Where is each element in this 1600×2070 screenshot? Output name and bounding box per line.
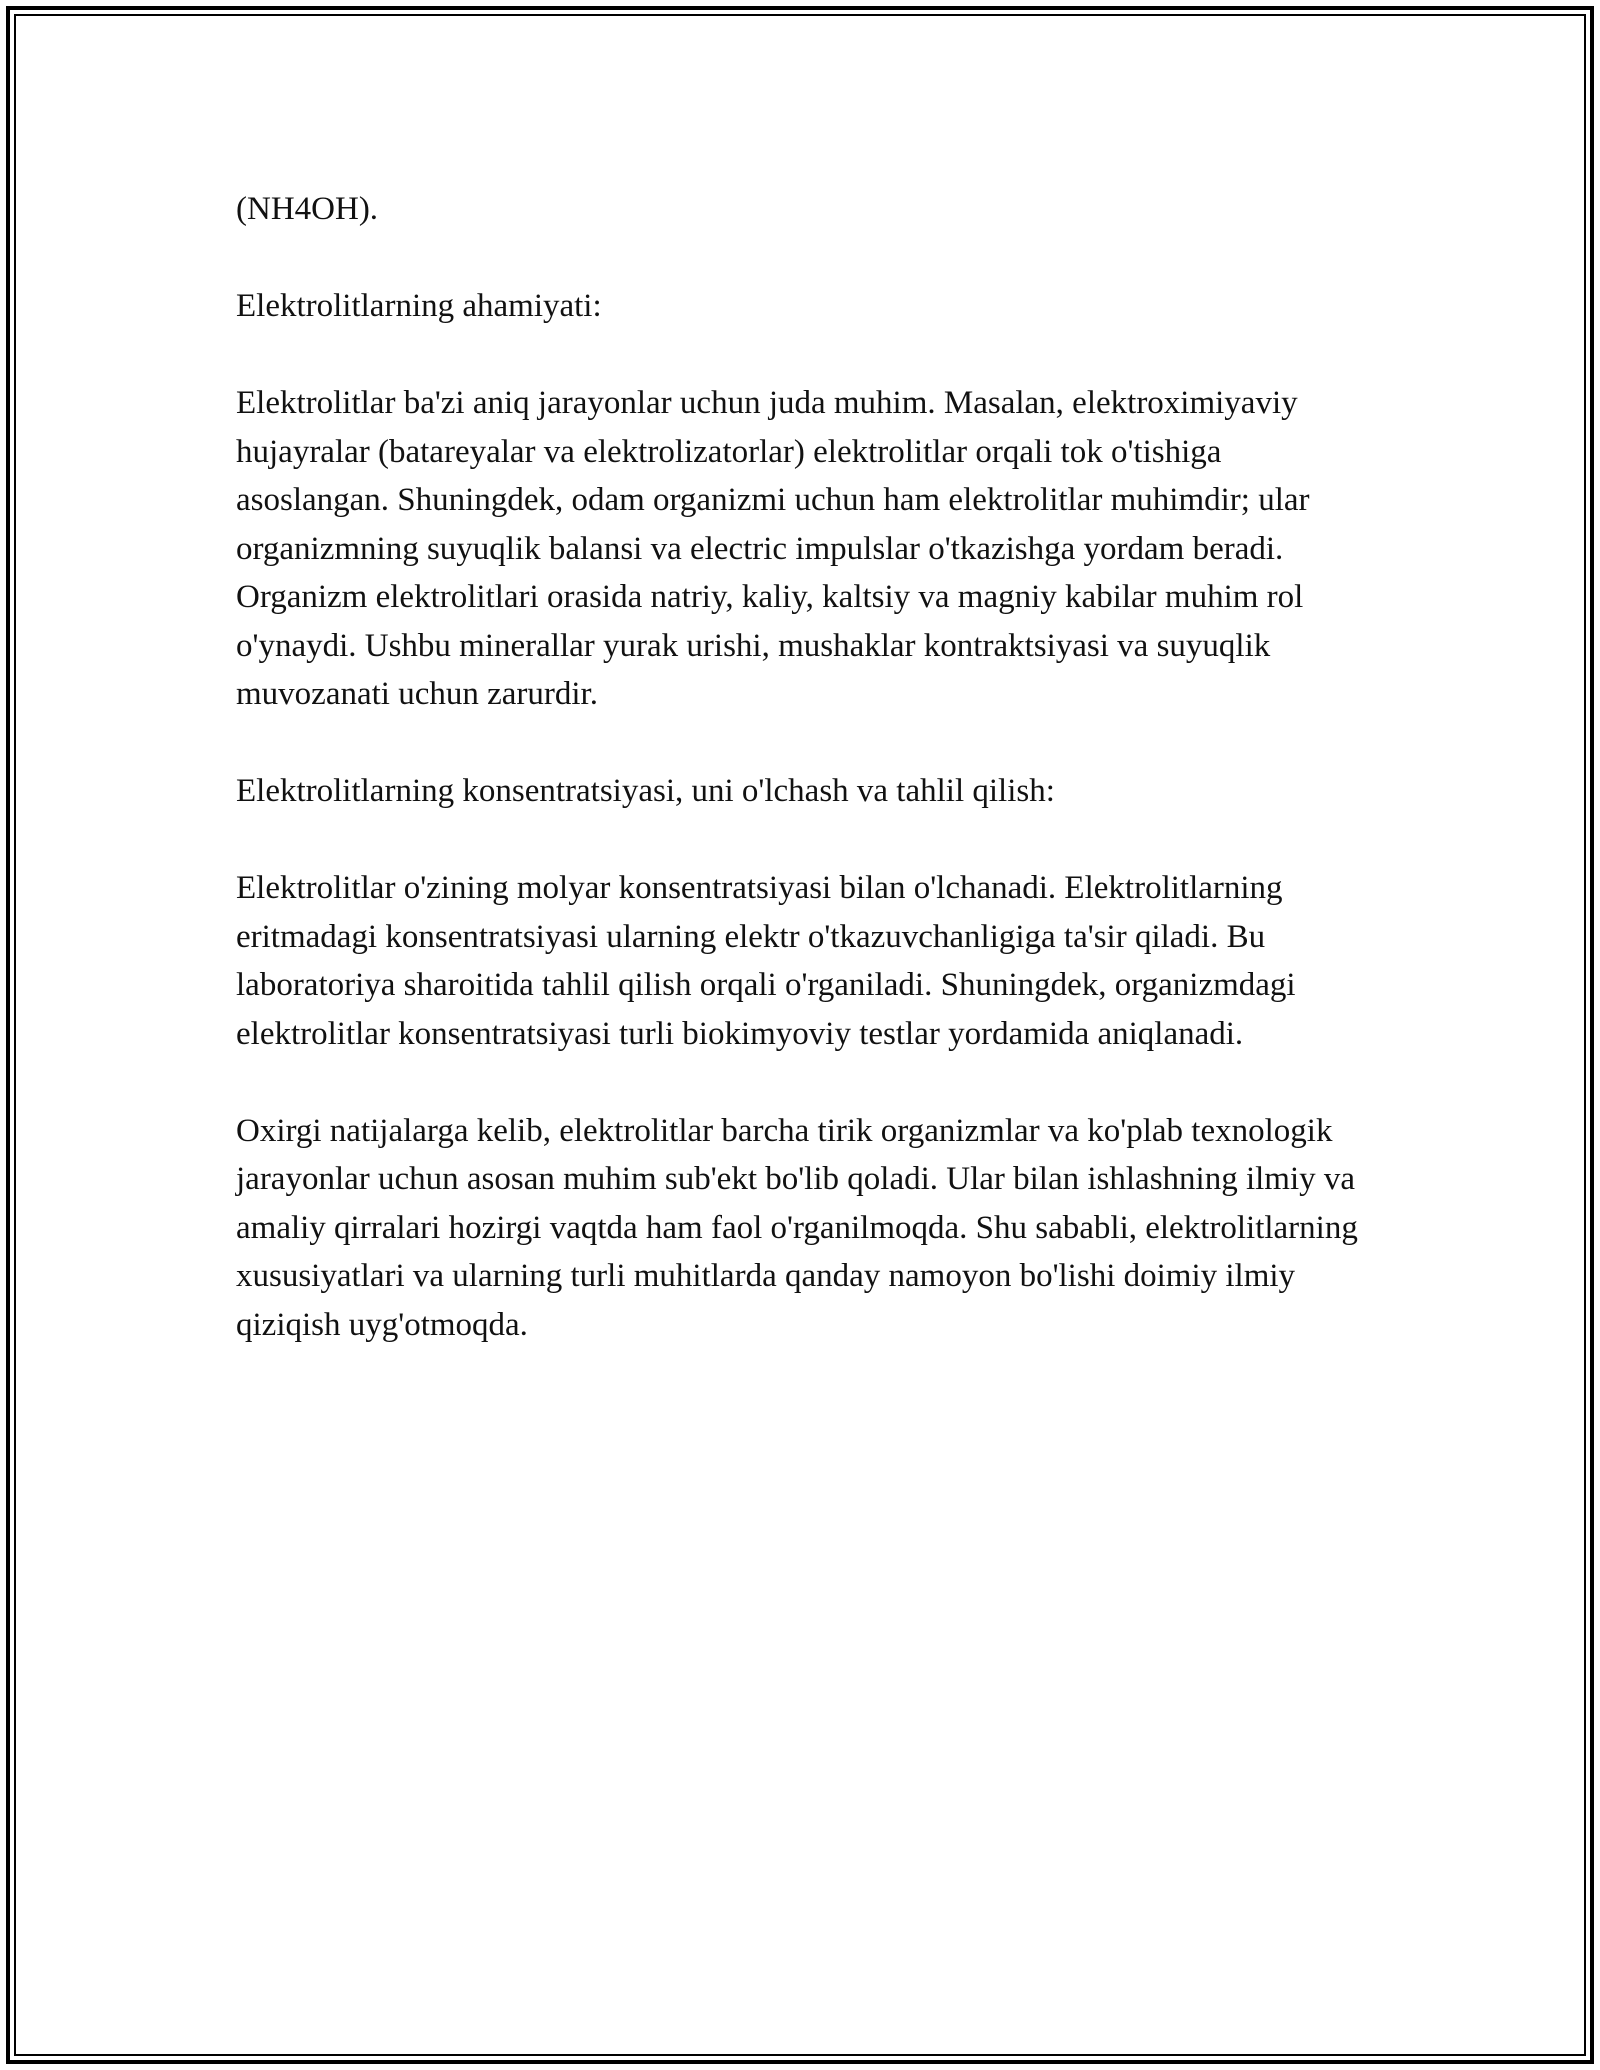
heading-concentration: Elektrolitlarning konsentratsiyasi, uni o'lchash va tahlil qilish: <box>236 773 1055 809</box>
paragraph-formula-fragment: (NH4OH). <box>236 191 379 227</box>
paragraph-conclusion: Oxirgi natijalarga kelib, elektrolitlar barcha tirik organizmlar va ko'plab texnologik jarayonlar uchun asosan muhim sub'ekt bo'lib qoladi. Ular bilan ishlashning ilmiy va amaliy qirralari hozirgi vaqtda ham faol o'rganilmoqda. Shu sababli, elektrolitlarning xususiyatlari va ularning turli muhitlarda qanday namoyon bo'lishi doimiy ilmiy qiziqish uyg'otmoqda. <box>236 1112 1358 1343</box>
paragraph-concentration: Elektrolitlar o'zining molyar konsentratsiyasi bilan o'lchanadi. Elektrolitlarning eritmadagi konsentratsiyasi ularning elektr o'tkazuvchanligiga ta'sir qiladi. Bu laboratoriya sharoitida tahlil qilish orqali o'rganiladi. Shuningdek, organizmdagi elektrolitlar konsentratsiyasi turli biokimyoviy testlar yordamida aniqlanadi. <box>236 870 1296 1052</box>
document-body <box>236 185 1376 1398</box>
heading-importance: Elektrolitlarning ahamiyati: <box>236 288 602 324</box>
paragraph-importance: Elektrolitlar ba'zi aniq jarayonlar uchun juda muhim. Masalan, elektroximiyaviy hujayralar (batareyalar va elektrolizatorlar) elektrolitlar orqali tok o'tishiga asoslangan. Shuningdek, odam organizmi uchun ham elektrolitlar muhimdir; ular organizmning suyuqlik balansi va electric impulslar o'tkazishga yordam beradi. Organizm elektrolitlari orasida natriy, kaliy, kaltsiy va magniy kabilar muhim rol o'ynaydi. Ushbu minerallar yurak urishi, mushaklar kontraktsiyasi va suyuqlik muvozanati uchun zarurdir. <box>236 385 1310 712</box>
